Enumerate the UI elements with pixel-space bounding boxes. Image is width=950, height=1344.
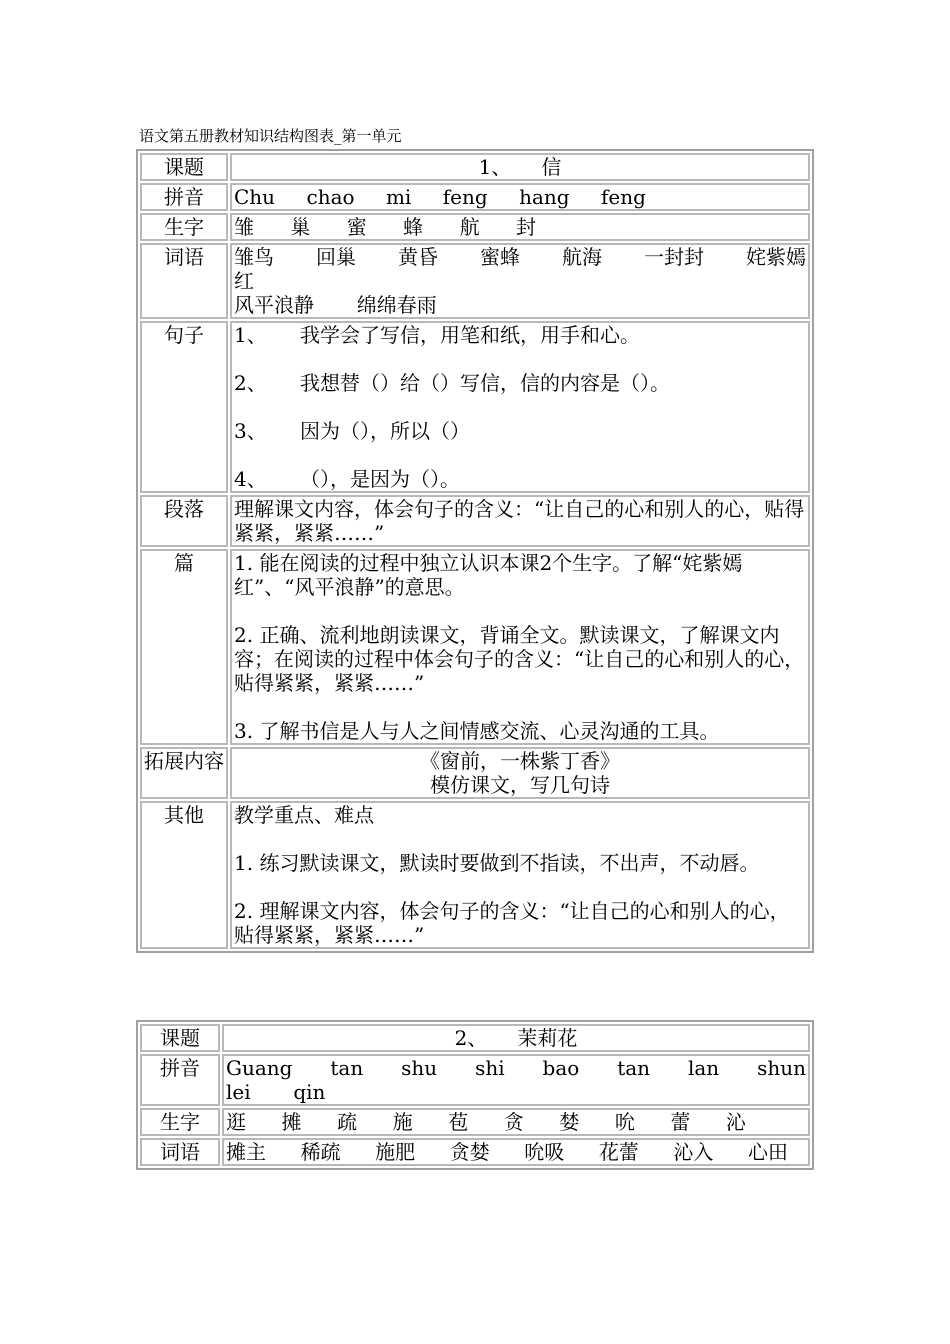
pinyin-item: qin	[293, 1080, 326, 1104]
label-paragraph: 段落	[140, 495, 228, 547]
lesson-1-words	[230, 243, 810, 319]
sentence-number: 3、	[234, 419, 267, 443]
char-item: 巢	[290, 215, 311, 239]
sentence-number: 2、	[234, 371, 267, 395]
char-item: 沁	[725, 1110, 746, 1134]
article-item: 3. 了解书信是人与人之间情感交流、心灵沟通的工具。	[234, 719, 720, 743]
char-item: 施	[392, 1110, 413, 1134]
char-item: 封	[515, 215, 536, 239]
pinyin-item: lan	[687, 1056, 720, 1080]
char-item: 蕾	[670, 1110, 691, 1134]
sentence-text: 我想替（）给（）写信，信的内容是（）。	[300, 371, 670, 395]
sentence-item	[234, 467, 806, 491]
word-item: 心田	[747, 1140, 788, 1164]
article-item: 1. 能在阅读的过程中独立认识本课2个生字。了解“姹紫嫣红”、“风平浪静”的意思。	[234, 551, 743, 599]
sentence-item	[234, 371, 806, 395]
pinyin-item: shi	[475, 1056, 505, 1080]
sentence-item	[234, 323, 806, 347]
other-item: 2. 理解课文内容，体会句子的含义：“让自己的心和别人的心，贴得紧紧，紧紧……”	[234, 899, 790, 947]
char-item: 蜜	[346, 215, 367, 239]
lesson-1-table	[136, 149, 814, 953]
word-item: 黄昏	[398, 245, 438, 269]
lesson-1-paragraph: 理解课文内容，体会句子的含义：“让自己的心和别人的心，贴得紧紧，紧紧……”	[230, 495, 810, 547]
lesson-2-chars	[222, 1108, 810, 1136]
document-title: 语文第五册教材知识结构图表_第一单元	[139, 127, 402, 145]
char-item: 婪	[559, 1110, 580, 1134]
label-extension: 拓展内容	[140, 747, 228, 799]
word-item: 风平浪静	[234, 293, 314, 317]
label-chars: 生字	[140, 213, 228, 241]
lesson-2-pinyin	[222, 1054, 810, 1106]
char-item: 雏	[234, 215, 254, 239]
pinyin-item: mi	[385, 185, 412, 209]
label-chars: 生字	[140, 1108, 220, 1136]
word-item: 沁入	[673, 1140, 714, 1164]
lesson-1-sentences	[230, 321, 810, 493]
extension-task: 模仿课文，写几句诗	[430, 773, 610, 797]
sentence-number: 4、	[234, 467, 267, 491]
sentence-text: 因为（），所以（）	[300, 419, 470, 443]
word-item: 花蕾	[598, 1140, 639, 1164]
lesson-1-chars	[230, 213, 810, 241]
lesson-1-pinyin	[230, 183, 810, 211]
word-wrap: 红	[234, 269, 254, 293]
pinyin-item: chao	[306, 185, 355, 209]
sentence-text: （），是因为（）。	[300, 467, 460, 491]
word-item: 一封封	[644, 245, 704, 269]
label-words: 词语	[140, 1138, 220, 1166]
char-item: 吮	[614, 1110, 635, 1134]
pinyin-item: Chu	[234, 185, 276, 209]
word-item: 回巢	[316, 245, 356, 269]
word-item: 稀疏	[300, 1140, 341, 1164]
extension-title: 《窗前，一株紫丁香》	[420, 749, 620, 773]
char-item: 航	[459, 215, 480, 239]
pinyin-item: feng	[442, 185, 488, 209]
lesson-2-words	[222, 1138, 810, 1166]
other-heading: 教学重点、难点	[234, 803, 374, 827]
label-pinyin: 拼音	[140, 1054, 220, 1106]
label-words: 词语	[140, 243, 228, 319]
word-item: 摊主	[226, 1140, 266, 1164]
word-item: 施肥	[375, 1140, 416, 1164]
label-other: 其他	[140, 801, 228, 949]
other-item: 1. 练习默读课文，默读时要做到不指读，不出声，不动唇。	[234, 851, 760, 875]
pinyin-item: shu	[401, 1056, 438, 1080]
sentence-text: 我学会了写信，用笔和纸，用手和心。	[300, 323, 640, 347]
word-item: 姹紫嫣	[746, 245, 806, 269]
word-item: 吮吸	[524, 1140, 565, 1164]
label-pinyin: 拼音	[140, 183, 228, 211]
word-item: 蜜蜂	[480, 245, 520, 269]
label-article: 篇	[140, 549, 228, 745]
char-item: 贪	[503, 1110, 524, 1134]
article-item: 2. 正确、流利地朗读课文，背诵全文。默读课文，了解课文内容；在阅读的过程中体会句子的含义：“让自己的心和别人的心，贴得紧紧，紧紧……”	[234, 623, 805, 695]
pinyin-item: hang	[519, 185, 570, 209]
pinyin-item: Guang	[226, 1056, 293, 1080]
pinyin-item: shun	[757, 1056, 806, 1080]
lesson-1-article	[230, 549, 810, 745]
lesson-2-table	[136, 1020, 814, 1170]
lesson-1-other	[230, 801, 810, 949]
lesson-1-topic: 1、 信	[230, 153, 810, 181]
lesson-1-extension	[230, 747, 810, 799]
pinyin-item: feng	[601, 185, 646, 209]
pinyin-item: tan	[330, 1056, 364, 1080]
label-sentences: 句子	[140, 321, 228, 493]
label-topic: 课题	[140, 153, 228, 181]
sentence-number: 1、	[234, 323, 267, 347]
word-item: 绵绵春雨	[356, 293, 437, 317]
label-topic: 课题	[140, 1024, 220, 1052]
char-item: 苞	[448, 1110, 469, 1134]
lesson-2-topic: 2、 茉莉花	[222, 1024, 810, 1052]
word-item: 航海	[562, 245, 602, 269]
char-item: 蜂	[403, 215, 424, 239]
pinyin-item: tan	[617, 1056, 651, 1080]
word-item: 雏鸟	[234, 245, 274, 269]
sentence-item	[234, 419, 806, 443]
char-item: 摊	[281, 1110, 302, 1134]
char-item: 疏	[337, 1110, 358, 1134]
pinyin-item: lei	[226, 1080, 251, 1104]
word-item: 贪婪	[449, 1140, 490, 1164]
pinyin-item: bao	[542, 1056, 580, 1080]
char-item: 逛	[226, 1110, 246, 1134]
